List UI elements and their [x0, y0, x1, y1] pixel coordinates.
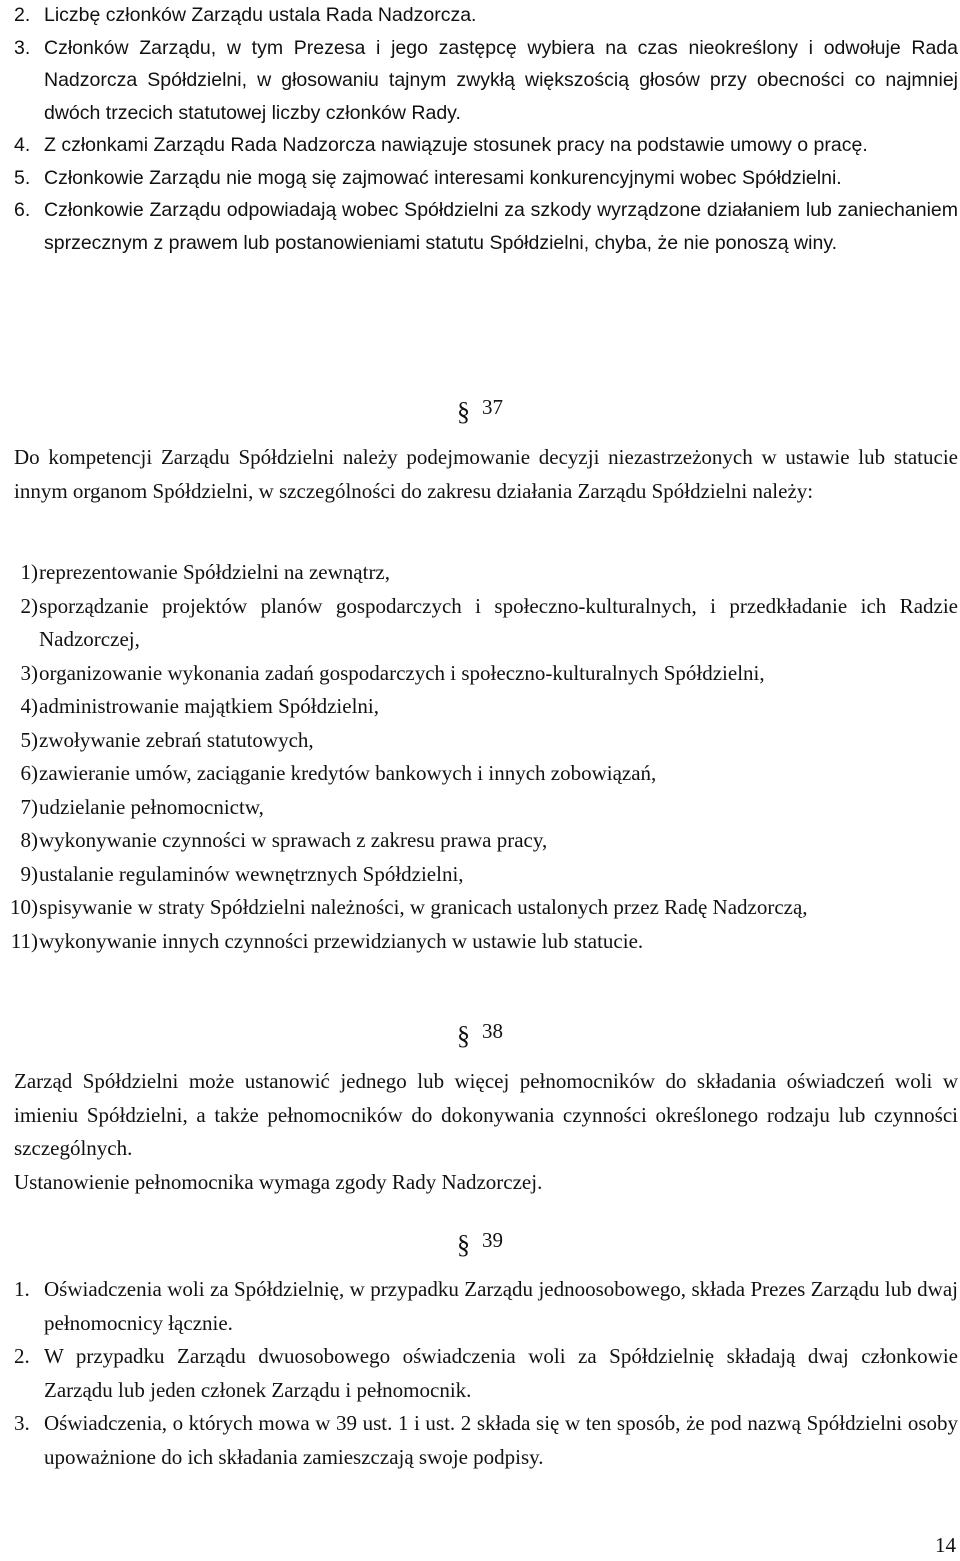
list-item: [8, 891, 958, 925]
list-item: [8, 556, 958, 590]
list-number: 11): [10, 928, 38, 953]
art36-item-3: [14, 32, 958, 130]
list-text: zawieranie umów, zaciąganie kredytów bankowych i innych zobowiązań,: [39, 761, 657, 785]
art36-item-6: [14, 194, 958, 259]
page-number: 14: [935, 1533, 956, 1557]
list-text: spisywanie w straty Spółdzielni należności, w granicach ustalonych przez Radę Nadzorczą,: [39, 895, 808, 919]
section-number: 38: [482, 1019, 503, 1043]
list-number: 8): [20, 828, 38, 852]
art37-list: [8, 556, 958, 958]
list-number: 2): [20, 593, 38, 618]
section-heading-39: [0, 1225, 960, 1259]
item-text: Liczbę członków Zarządu ustala Rada Nadzorcza.: [44, 4, 477, 26]
item-number: 3.: [14, 36, 31, 59]
list-item: [8, 657, 958, 691]
art36-items: [14, 0, 958, 259]
item-number: 2.: [14, 4, 31, 26]
item-number: 5.: [14, 166, 31, 189]
item-text: Z członkami Zarządu Rada Nadzorcza nawiązuje stosunek pracy na podstawie umowy o pracę.: [44, 134, 868, 156]
list-item: [8, 824, 958, 858]
list-item: [8, 791, 958, 825]
list-number: 1): [20, 560, 38, 584]
section-number: 39: [482, 1228, 503, 1252]
list-text: sporządzanie projektów planów gospodarczych i społeczno-kulturalnych, i przedkładanie ich Radzie Nadzorczej,: [39, 593, 958, 651]
section-sign: §: [457, 1021, 470, 1050]
section-sign: §: [457, 397, 470, 426]
art38-paragraph-2: Ustanowienie pełnomocnika wymaga zgody Rady Nadzorczej.: [14, 1170, 543, 1194]
art36-item-2: [14, 0, 958, 32]
art36-item-4: [14, 129, 958, 162]
list-number: 5): [20, 727, 38, 752]
item-text: Oświadczenia, o których mowa w 39 ust. 1 i ust. 2 składa się w ten sposób, że pod nazwą Spółdzielni osoby upoważnione do ich składania zamieszczają swoje podpisy.: [44, 1411, 958, 1469]
list-text: wykonywanie innych czynności przewidzianych w ustawie lub statucie.: [39, 928, 644, 953]
list-item: [8, 690, 958, 724]
list-item: [8, 757, 958, 791]
art36-item-5: [14, 162, 958, 195]
list-number: 4): [20, 694, 38, 718]
art37-intro: Do kompetencji Zarządu Spółdzielni należy podejmowanie decyzji niezastrzeżonych w ustawie lub statucie innym organom Spółdzielni, w szczególności do zakresu działania Zarządu Spółdzielni należy:: [14, 445, 958, 503]
list-number: 10): [10, 895, 38, 919]
list-item: [8, 590, 958, 657]
list-text: reprezentowanie Spółdzielni na zewnątrz,: [39, 560, 391, 584]
list-text: organizowanie wykonania zadań gospodarczych i społeczno-kulturalnych Spółdzielni,: [39, 660, 765, 685]
list-item: [8, 925, 958, 959]
item-number: 3.: [14, 1411, 30, 1435]
list-text: wykonywanie czynności w sprawach z zakresu prawa pracy,: [39, 828, 548, 852]
list-text: zwoływanie zebrań statutowych,: [39, 727, 314, 752]
item-number: 2.: [14, 1344, 30, 1368]
list-number: 3): [20, 660, 38, 685]
item-number: 1.: [14, 1277, 30, 1301]
list-item: [8, 724, 958, 758]
item-text: Członkowie Zarządu odpowiadają wobec Spółdzielni za szkody wyrządzone działaniem lub zaniechaniem sprzecznym z prawem lub postanowieniami statutu Spółdzielni, chyba, że nie ponoszą winy.: [44, 199, 958, 254]
section-heading-37: [0, 392, 960, 426]
item-text: Członków Zarządu, w tym Prezesa i jego zastępcę wybiera na czas nieokreślony i odwołuje Rada Nadzorcza Spółdzielni, w głosowaniu tajnym zwykłą większością głosów przy obecności co najmniej dwóch trzecich statutowej liczby członków Rady.: [44, 36, 958, 124]
list-number: 9): [20, 861, 38, 886]
item-number: 6.: [14, 199, 31, 221]
list-number: 7): [20, 794, 38, 819]
section-number: 37: [482, 395, 503, 419]
section-sign: §: [457, 1230, 470, 1259]
item-text: Oświadczenia woli za Spółdzielnię, w przypadku Zarządu jednoosobowego, składa Prezes Zarządu lub dwaj pełnomocnicy łącznie.: [44, 1277, 958, 1335]
art39-item-1: [14, 1273, 958, 1340]
list-text: ustalanie regulaminów wewnętrznych Spółdzielni,: [39, 861, 464, 886]
art39-item-2: [14, 1340, 958, 1407]
list-number: 6): [20, 761, 38, 785]
list-text: udzielanie pełnomocnictw,: [39, 794, 264, 819]
item-text: W przypadku Zarządu dwuosobowego oświadczenia woli za Spółdzielnię składają dwaj członkowie Zarządu lub jeden członek Zarządu i pełnomocnik.: [44, 1344, 958, 1402]
list-text: administrowanie majątkiem Spółdzielni,: [39, 694, 380, 718]
item-text: Członkowie Zarządu nie mogą się zajmować interesami konkurencyjnymi wobec Spółdzielni.: [44, 166, 842, 189]
art39-item-3: [14, 1407, 958, 1474]
section-heading-38: [0, 1016, 960, 1050]
list-item: [8, 858, 958, 892]
item-number: 4.: [14, 134, 31, 156]
art38-paragraph-1: Zarząd Spółdzielni może ustanowić jednego lub więcej pełnomocników do składania oświadczeń woli w imieniu Spółdzielni, a także pełnomocników do dokonywania czynności określonego rodzaju lub czynności szczególnych.: [14, 1069, 958, 1160]
art39-items: [14, 1273, 958, 1474]
